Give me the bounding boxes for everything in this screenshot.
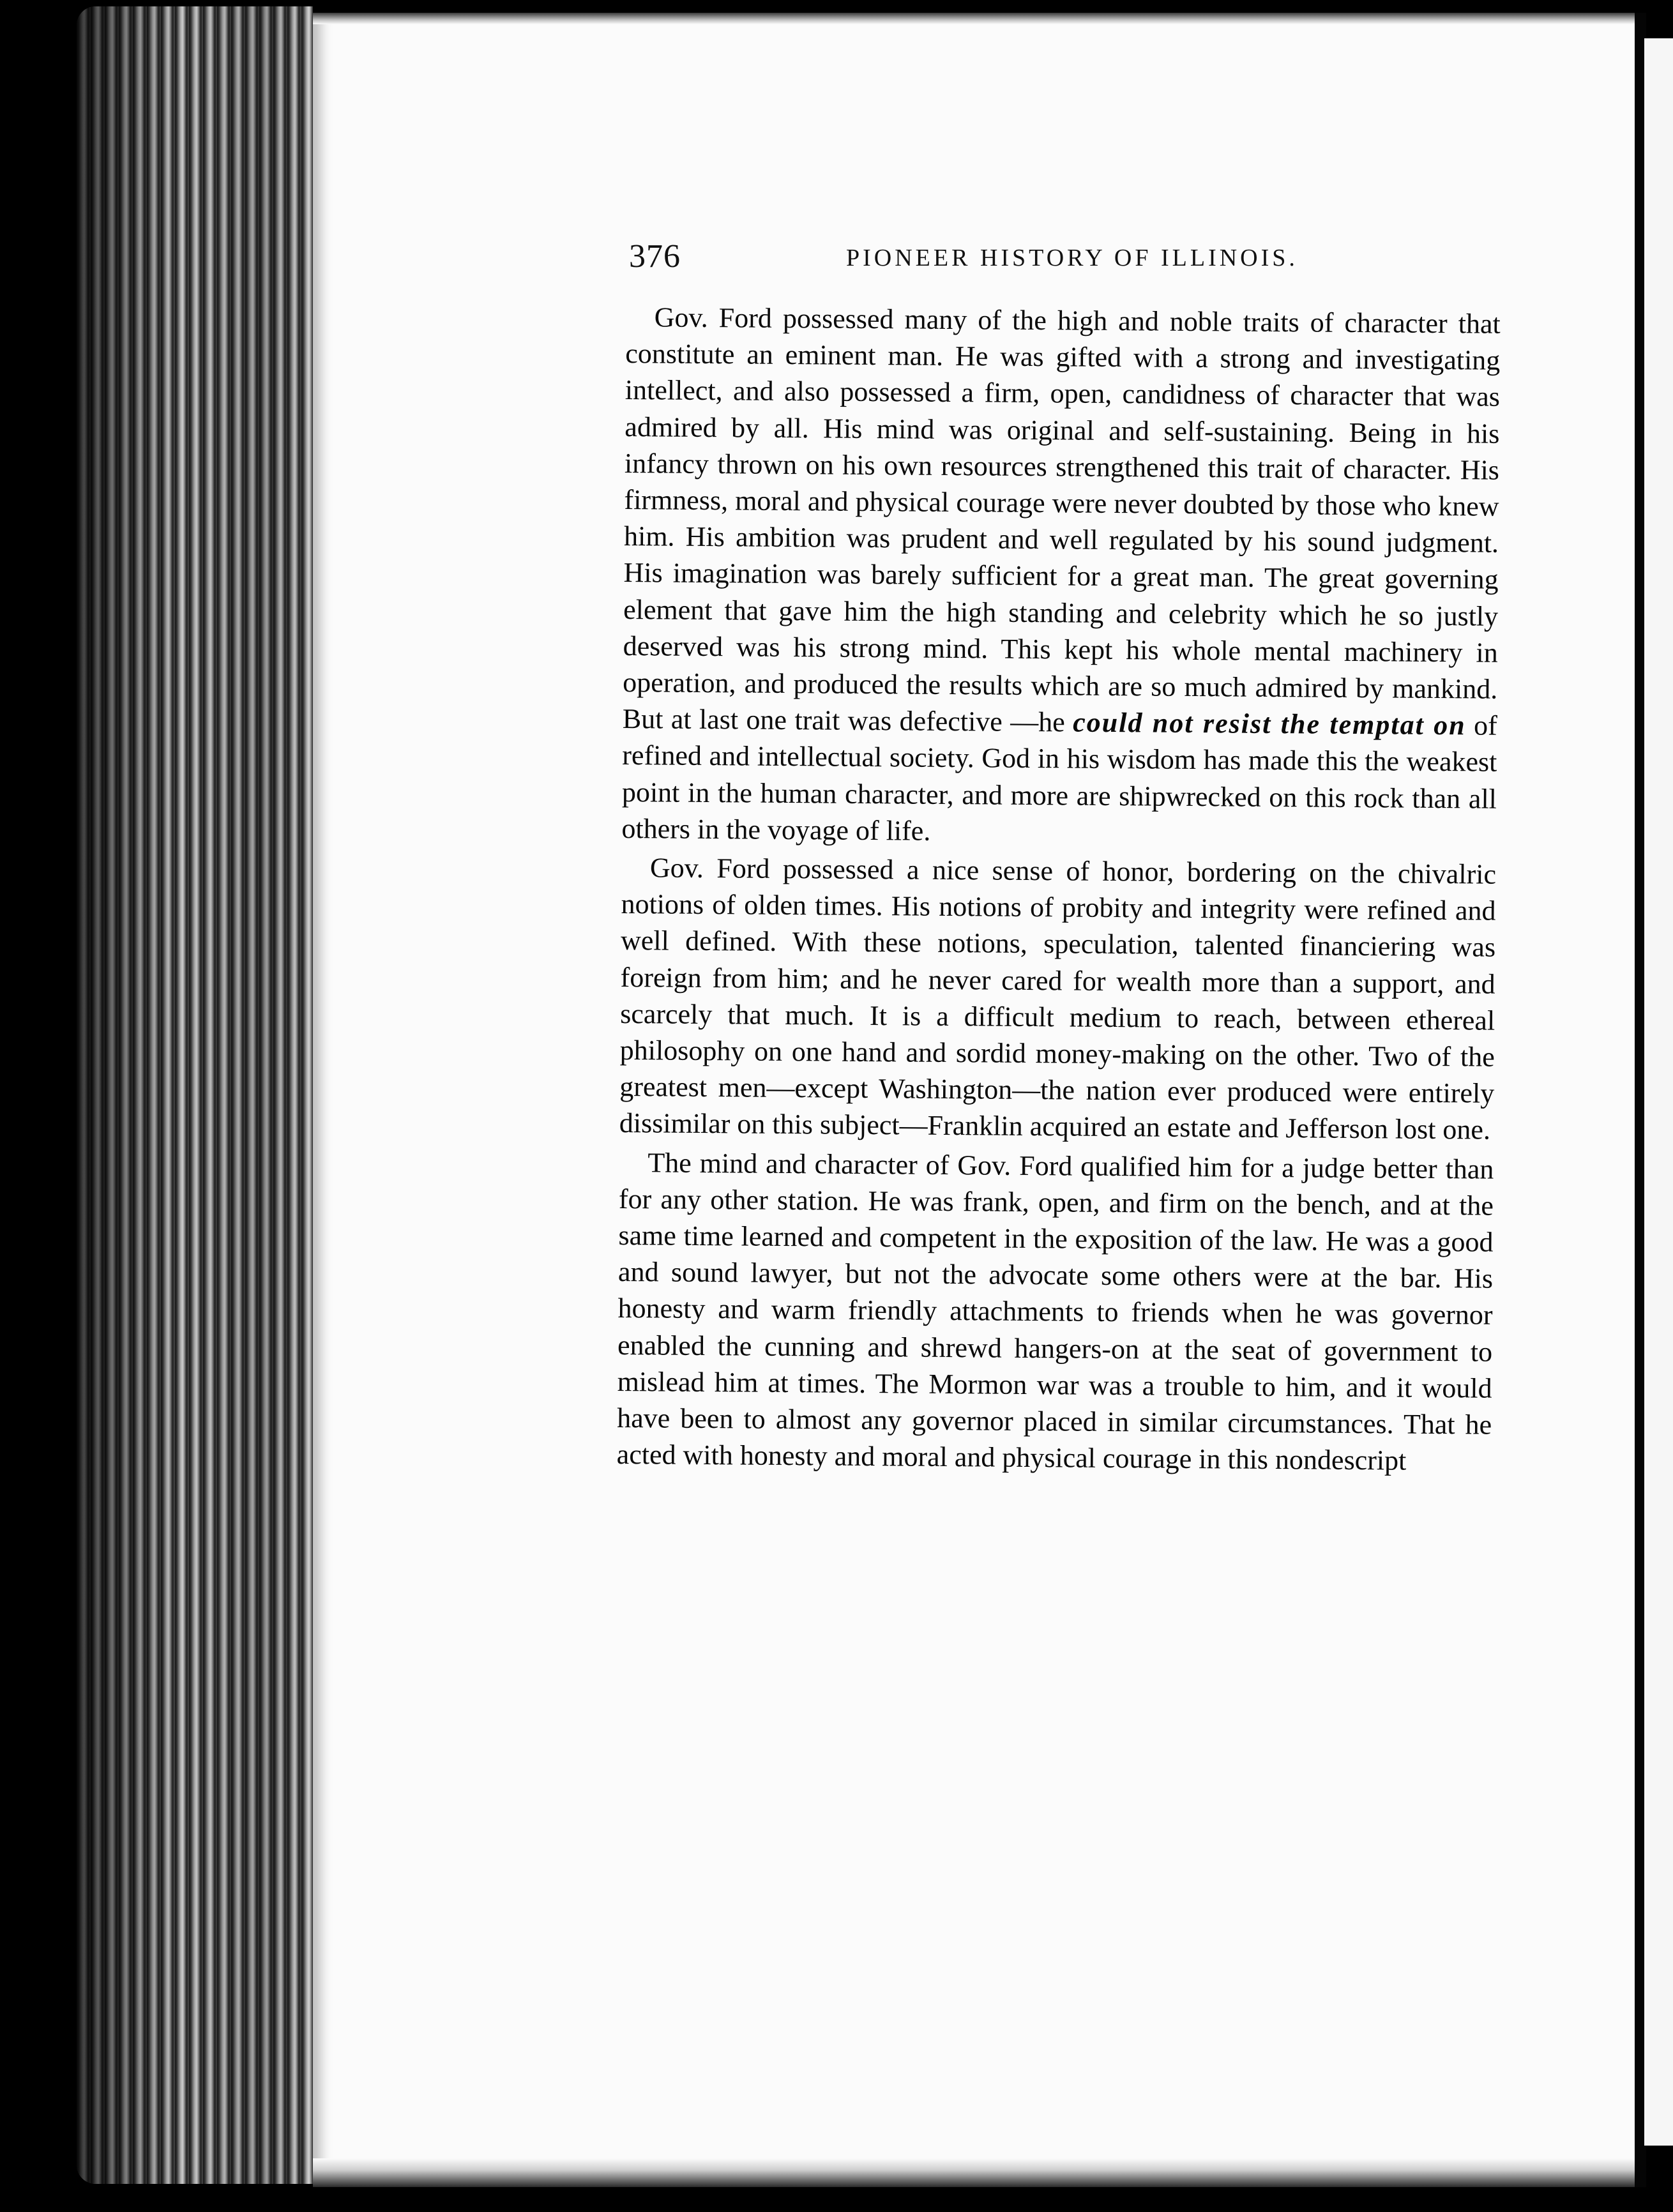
page-number: 376: [629, 238, 681, 275]
paragraph-1: [621, 299, 1501, 854]
page-top-edge: [313, 13, 1641, 24]
facing-page-sliver: [1644, 38, 1673, 2146]
book-edge-shadow: [77, 6, 313, 2184]
paragraph-1-text-before: Gov. Ford possessed many of the high and noble traits of character that constitute an eminent man. He was gifted with a strong and investigating intellect, and also possessed a firm, open, candidness of character that was admired by all. His mind was original and self-sustaining. Being in his infancy thrown on his own resources strengthened this trait of character. His firmness, moral and physical courage were never doubted by those who knew him. His ambition was prudent and well regulated by his sound judgment. His imagination was barely sufficient for a great man. The great governing element that gave him the high standing and celebrity which he so justly deserved was his strong mind. This kept his whole mental machinery in operation, and produced the results which are so much admired by mankind. But at last one trait was defective —he: [622, 301, 1501, 738]
page-header: [629, 238, 1363, 276]
paragraph-1-text-after: of refined and intellectual society. God in his wisdom has made this the weakest point in the human character, and more are shipwrecked on this rock than all others in the voyage of life.: [621, 709, 1497, 847]
running-title: PIONEER HISTORY OF ILLINOIS.: [846, 245, 1298, 271]
body-text: [617, 299, 1501, 1480]
paragraph-1-italic-phrase: could not resist the temptat on: [1073, 706, 1466, 741]
paragraph-3: The mind and character of Gov. Ford qualified him for a judge better than for any other station. He was frank, open, and firm on the bench, and at the same time learned and competent in the exposition of the law. He was a good and sound lawyer, but not the advocate some others were at the bar. His honesty and warm friendly attachments to friends when he was governor enabled the cunning and shrewd hangers-on at the seat of government to mislead him at times. The Mormon war was a trouble to him, and it would have been to almost any governor placed in similar circumstances. That he acted with honesty and moral and physical courage in this nondescript: [616, 1146, 1494, 1476]
page-bottom-edge: [313, 2158, 1641, 2187]
paragraph-2: Gov. Ford possessed a nice sense of honor, bordering on the chivalric notions of olden times. His notions of probity and integrity were refined and well defined. With these notions, speculation, talented financiering was foreign from him; and he never cared for wealth more than a support, and scarcely that much. It is a difficult medium to reach, between ethereal philosophy on one hand and sordid money-making on the other. Two of the greatest men—except Washington—the nation ever produced were entirely dissimilar on this subject—Franklin acquired an estate and Jefferson lost one.: [619, 852, 1497, 1146]
